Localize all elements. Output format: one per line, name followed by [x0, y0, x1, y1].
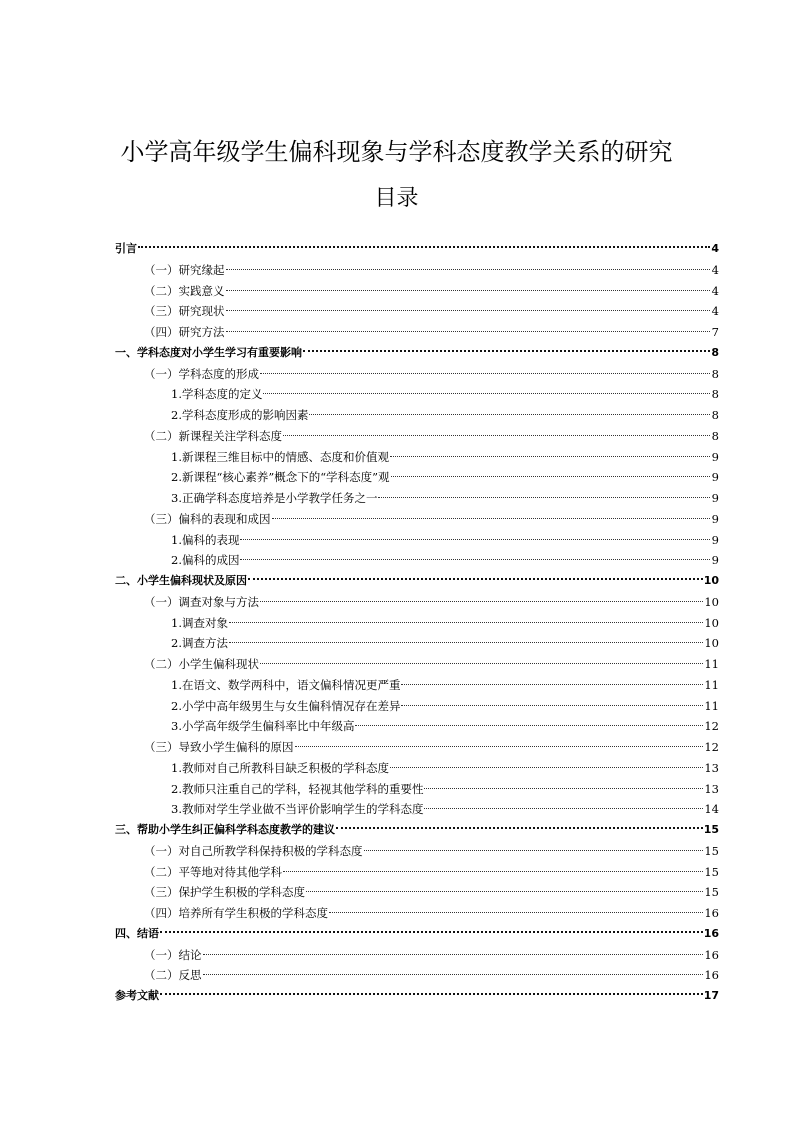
toc-entry[interactable]	[115, 799, 719, 820]
toc-entry[interactable]	[115, 716, 719, 737]
toc-entry-label: 2.新课程“核心素养”概念下的“学科态度”观	[171, 470, 390, 485]
dot-leader	[329, 912, 703, 913]
toc-entry-page-number: 15	[704, 885, 719, 900]
toc-entry-page-number: 16	[704, 947, 719, 962]
toc-entry-page-number: 8	[711, 366, 719, 381]
toc-entry[interactable]	[115, 758, 719, 779]
toc-entry[interactable]	[115, 260, 719, 281]
toc-entry-page-number: 8	[711, 345, 719, 359]
toc-entry-label: 3.教师对学生学业做不当评价影响学生的学科态度	[171, 802, 424, 817]
toc-entry[interactable]	[115, 530, 719, 551]
toc-entry[interactable]	[115, 509, 719, 530]
toc-entry-page-number: 16	[703, 926, 719, 940]
dot-leader	[226, 290, 711, 291]
dot-leader	[309, 414, 710, 415]
toc-entry[interactable]	[115, 696, 719, 717]
toc-entry-label: （四）研究方法	[144, 325, 225, 339]
dot-leader	[260, 373, 710, 374]
dot-leader	[424, 808, 703, 809]
toc-entry-page-number: 15	[704, 843, 719, 858]
dot-leader	[229, 642, 703, 643]
toc-entry-label: 1.调查对象	[171, 615, 228, 630]
toc-entry-label: （三）偏科的表现和成因	[144, 511, 271, 526]
toc-entry-page-number: 9	[711, 553, 719, 568]
dot-leader	[226, 331, 711, 332]
toc-entry-page-number: 13	[704, 781, 719, 796]
toc-entry-page-number: 4	[711, 304, 719, 319]
toc-entry-page-number: 11	[704, 657, 719, 671]
toc-entry-page-number: 4	[711, 242, 719, 255]
dot-leader	[160, 993, 703, 995]
toc-entry[interactable]	[115, 986, 719, 1007]
toc-entry[interactable]	[115, 820, 719, 841]
dot-leader	[295, 746, 704, 747]
toc-entry[interactable]	[115, 633, 719, 654]
toc-entry-label: 1.学科态度的定义	[171, 387, 263, 402]
toc-entry-page-number: 11	[704, 698, 719, 713]
toc-entry-label: 1.新课程三维目标中的情感、态度和价值观	[171, 449, 389, 464]
toc-entry-label: （三）研究现状	[144, 304, 225, 319]
toc-entry-page-number: 4	[711, 283, 719, 298]
dot-leader	[424, 788, 703, 789]
toc-entry[interactable]	[115, 384, 719, 405]
toc-entry-label: 二、小学生偏科现状及原因	[115, 574, 247, 587]
toc-entry-label: （三）导致小学生偏科的原因	[144, 740, 294, 754]
toc-entry-page-number: 8	[711, 428, 719, 443]
dot-leader	[203, 954, 704, 955]
toc-entry[interactable]	[115, 571, 719, 592]
toc-entry-label: （一）结论	[144, 947, 202, 962]
dot-leader	[240, 539, 710, 540]
toc-entry-page-number: 13	[704, 760, 719, 775]
toc-entry-label: （三）保护学生积极的学科态度	[144, 885, 305, 900]
dot-leader	[283, 435, 710, 436]
toc-entry[interactable]	[115, 613, 719, 634]
toc-entry[interactable]	[115, 654, 719, 675]
dot-leader	[263, 393, 710, 394]
toc-entry-page-number: 10	[704, 594, 719, 609]
toc-entry[interactable]	[115, 675, 719, 696]
toc-entry-page-number: 10	[703, 574, 719, 587]
toc-entry-page-number: 17	[703, 989, 719, 1002]
dot-leader	[306, 891, 703, 892]
toc-entry[interactable]	[115, 841, 719, 862]
dot-leader	[283, 871, 703, 872]
toc-entry-page-number: 9	[711, 511, 719, 526]
toc-entry-label: 参考文献	[115, 989, 159, 1002]
dot-leader	[226, 310, 711, 311]
toc-entry-page-number: 7	[711, 325, 719, 339]
toc-entry-page-number: 9	[711, 532, 719, 547]
toc-heading: 目录	[374, 186, 419, 211]
dot-leader	[336, 827, 703, 829]
toc-entry-page-number: 12	[704, 740, 719, 754]
toc-entry[interactable]	[115, 426, 719, 447]
toc-entry-label: （二）反思	[144, 968, 202, 983]
dot-leader	[390, 456, 710, 457]
dot-leader	[260, 663, 703, 664]
toc-entry[interactable]	[115, 343, 719, 364]
toc-entry[interactable]	[115, 488, 719, 509]
toc-entry[interactable]	[115, 364, 719, 385]
toc-entry-label: 引言	[115, 242, 137, 255]
toc-entry[interactable]	[115, 882, 719, 903]
dot-leader	[391, 476, 711, 477]
dot-leader	[160, 931, 703, 933]
dot-leader	[203, 974, 704, 975]
toc-entry[interactable]	[115, 924, 719, 945]
dot-leader	[248, 578, 703, 580]
toc-entry-label: 3.小学高年级学生偏科率比中年级高	[171, 719, 355, 734]
dot-leader	[303, 350, 710, 352]
dot-leader	[226, 269, 711, 270]
toc-entry[interactable]	[115, 405, 719, 426]
dot-leader	[240, 559, 710, 560]
toc-entry-label: 2.学科态度形成的影响因素	[171, 408, 309, 422]
toc-entry-label: （二）实践意义	[144, 283, 225, 298]
toc-entry-page-number: 8	[711, 408, 719, 422]
toc-entry[interactable]	[115, 447, 719, 468]
toc-entry-label: 1.在语文、数学两科中，语文偏科情况更严重	[171, 677, 401, 692]
toc-entry-page-number: 9	[711, 470, 719, 485]
toc-entry[interactable]	[115, 965, 719, 986]
toc-entry[interactable]	[115, 550, 719, 571]
toc-entry[interactable]	[115, 467, 719, 488]
toc-entry-page-number: 8	[711, 387, 719, 402]
dot-leader	[355, 725, 703, 726]
document-title: 小学高年级学生偏科现象与学科态度教学关系的研究	[120, 138, 673, 167]
toc-entry-page-number: 15	[704, 864, 719, 879]
toc-entry-page-number: 14	[704, 802, 719, 817]
toc-entry-label: （一）对自己所教学科保持积极的学科态度	[144, 843, 363, 858]
toc-entry-page-number: 15	[703, 823, 719, 836]
dot-leader	[272, 518, 711, 519]
dot-leader	[401, 705, 703, 706]
toc-entry-label: 2.教师只注重自己的学科，轻视其他学科的重要性	[171, 781, 424, 796]
toc-entry-page-number: 10	[704, 615, 719, 630]
dot-leader	[138, 246, 710, 248]
toc-entry-page-number: 9	[711, 449, 719, 464]
toc-entry-label: （四）培养所有学生积极的学科态度	[144, 906, 328, 920]
toc-entry[interactable]	[115, 862, 719, 883]
toc-entry-label: （一）学科态度的形成	[144, 366, 259, 381]
toc-entry-label: 2.偏科的成因	[171, 553, 240, 568]
dot-leader	[260, 601, 703, 602]
dot-leader	[364, 850, 704, 851]
toc-entry-label: 三、帮助小学生纠正偏科学科态度教学的建议	[115, 823, 335, 836]
dot-leader	[390, 767, 703, 768]
toc-entry-label: 1.偏科的表现	[171, 532, 240, 547]
toc-entry-page-number: 12	[704, 719, 719, 734]
dot-leader	[378, 497, 710, 498]
toc-entry[interactable]	[115, 322, 719, 343]
toc-entry-label: 1.教师对自己所教科目缺乏积极的学科态度	[171, 760, 389, 775]
toc-entry[interactable]	[115, 301, 719, 322]
toc-entry-label: 一、学科态度对小学生学习有重要影响	[115, 345, 302, 359]
toc-entry-page-number: 10	[704, 636, 719, 651]
toc-entry-page-number: 11	[704, 677, 719, 692]
toc-entry[interactable]	[115, 945, 719, 966]
table-of-contents	[115, 239, 719, 1007]
toc-entry-page-number: 4	[711, 262, 719, 277]
toc-entry-label: （一）调查对象与方法	[144, 594, 259, 609]
toc-entry[interactable]	[115, 592, 719, 613]
toc-entry-label: 3.正确学科态度培养是小学教学任务之一	[171, 491, 378, 505]
toc-entry[interactable]	[115, 239, 719, 260]
toc-entry[interactable]	[115, 281, 719, 302]
toc-entry-label: 2.小学中高年级男生与女生偏科情况存在差异	[171, 698, 401, 713]
dot-leader	[401, 684, 703, 685]
toc-entry-page-number: 16	[704, 968, 719, 983]
toc-entry-label: 四、结语	[115, 926, 159, 940]
toc-entry-page-number: 16	[704, 906, 719, 920]
toc-entry[interactable]	[115, 779, 719, 800]
dot-leader	[229, 622, 703, 623]
toc-entry[interactable]	[115, 737, 719, 758]
toc-entry[interactable]	[115, 903, 719, 924]
toc-entry-label: 2.调查方法	[171, 636, 228, 651]
toc-entry-page-number: 9	[711, 491, 719, 505]
toc-entry-label: （一）研究缘起	[144, 262, 225, 277]
toc-entry-label: （二）小学生偏科现状	[144, 657, 259, 671]
toc-entry-label: （二）平等地对待其他学科	[144, 864, 282, 879]
toc-entry-label: （二）新课程关注学科态度	[144, 428, 282, 443]
